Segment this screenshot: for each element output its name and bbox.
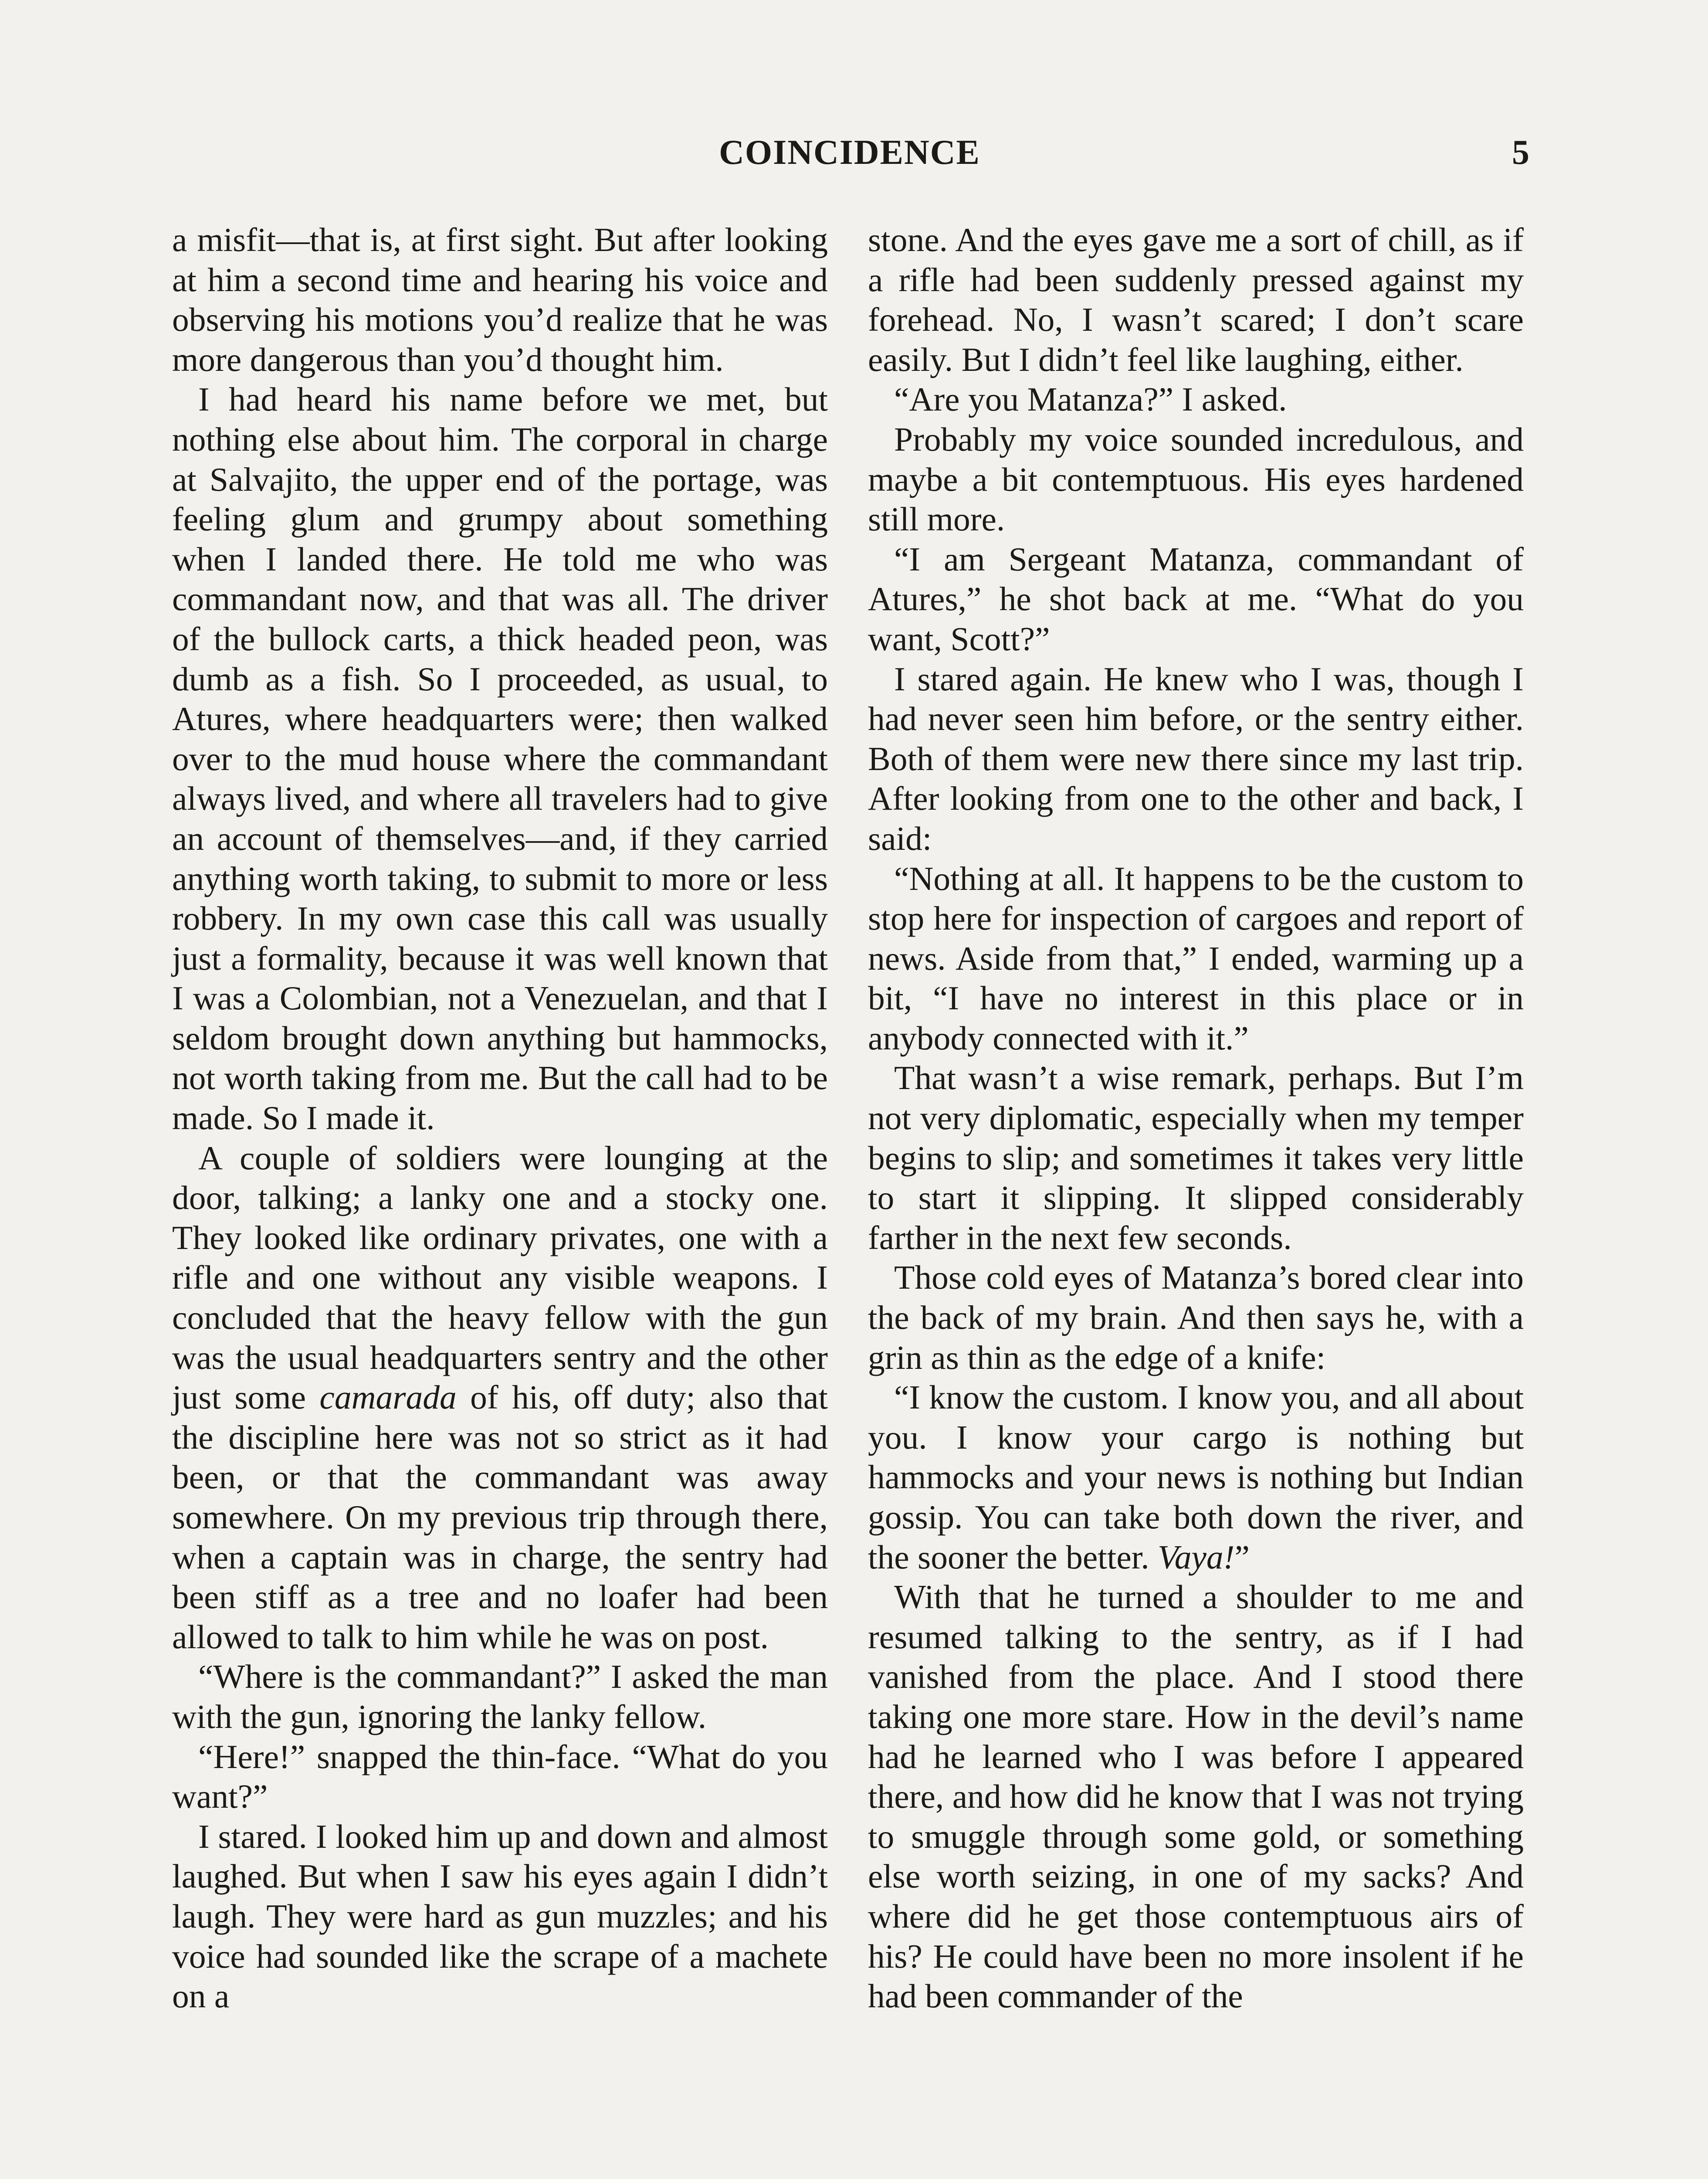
paragraph: “I am Sergeant Matanza, commandant of Atures,” he shot back at me. “What do you want, Scott?” (868, 540, 1524, 658)
paragraph: That wasn’t a wise remark, perhaps. But I’m not very diplomatic, especially when my temper begins to slip; and sometimes it takes very little to start it slipping. It slipped considerably farther in the next few seconds. (868, 1059, 1524, 1256)
paragraph: Probably my voice sounded incredulous, and maybe a bit contemptuous. His eyes hardened still more. (868, 420, 1524, 538)
right-text-column (868, 220, 1524, 2016)
left-text-column (172, 220, 828, 2016)
paragraph: “Are you Matanza?” I asked. (894, 380, 1287, 418)
paragraph-text: of his, off duty; also that the discipline here was not so strict as it had been, or that the commandant was away somewhere. On my previous trip through there, when a captain was in charge, the sentry had been stiff as a tree and no loafer had been allowed to talk to him while he was on post. (172, 1378, 828, 1656)
italic-word: Vaya! (1158, 1538, 1235, 1576)
paragraph: “Here!” snapped the thin-face. “What do you want?” (172, 1738, 828, 1816)
paragraph: Those cold eyes of Matanza’s bored clear into the back of my brain. And then says he, with a grin as thin as the edge of a knife: (868, 1259, 1524, 1376)
paragraph (172, 1138, 828, 1657)
paragraph: a misfit—that is, at first sight. But after looking at him a second time and hearing his voice and observing his motions you’d realize that he was more dangerous than you’d thought him. (172, 221, 828, 378)
paragraph: “Nothing at all. It happens to be the custom to stop here for inspection of cargoes and report of news. Aside from that,” I ended, warming up a bit, “I have no interest in this place or in anybody connected with it.” (868, 859, 1524, 1057)
paragraph: stone. And the eyes gave me a sort of chill, as if a rifle had been suddenly pressed against my forehead. No, I wasn’t scared; I don’t scare easily. But I didn’t feel like laughing, either. (868, 221, 1524, 378)
paragraph (868, 1378, 1524, 1577)
story-title: COINCIDENCE (719, 133, 980, 172)
italic-word: camarada (319, 1378, 457, 1416)
running-head (170, 129, 1529, 176)
paragraph-text: A couple of soldiers were lounging at the door, talking; a lanky one and a stocky one. They looked like ordinary privates, one with a rifle and one without any visible weapons. I concluded that the heavy fellow with the gun was the usual headquarters sentry and the other just some (172, 1139, 828, 1416)
paragraph: I stared again. He knew who I was, though I had never seen him before, or the sentry either. Both of them were new there since my last trip. After looking from one to the other and back, I said: (868, 660, 1524, 857)
paragraph-text: ” (1234, 1538, 1250, 1576)
paragraph: I stared. I looked him up and down and almost laughed. But when I saw his eyes again I didn’t laugh. They were hard as gun muzzles; and his voice had sounded like the scrape of a machete on a (172, 1817, 828, 2015)
paragraph: “Where is the commandant?” I asked the man with the gun, ignoring the lanky fellow. (172, 1658, 828, 1735)
paragraph-text: “I know the custom. I know you, and all about you. I know your cargo is nothing but hammocks and your news is nothing but Indian gossip. You can take both down the river, and the sooner the better. (868, 1378, 1524, 1576)
paragraph: I had heard his name before we met, but nothing else about him. The corporal in charge at Salvajito, the upper end of the portage, was feeling glum and grumpy about something when I landed there. He told me who was commandant now, and that was all. The driver of the bullock carts, a thick headed peon, was dumb as a fish. So I proceeded, as usual, to Atures, where headquarters were; then walked over to the mud house where the commandant always lived, and where all travelers had to give an account of themselves—and, if they carried anything worth taking, to submit to more or less robbery. In my own case this call was usually just a formality, because it was well known that I was a Colombian, not a Venezuelan, and that I seldom brought down anything but hammocks, not worth taking from me. But the call had to be made. So I made it. (172, 380, 828, 1137)
paragraph: With that he turned a shoulder to me and resumed talking to the sentry, as if I had vanished from the place. And I stood there taking one more stare. How in the devil’s name had he learned who I was before I appeared there, and how did he know that I was not trying to smuggle through some gold, or something else worth seizing, in one of my sacks? And where did he get those contemptuous airs of his? He could have been no more insolent if he had been commander of the (868, 1578, 1524, 2015)
page-number: 5 (1512, 133, 1529, 172)
